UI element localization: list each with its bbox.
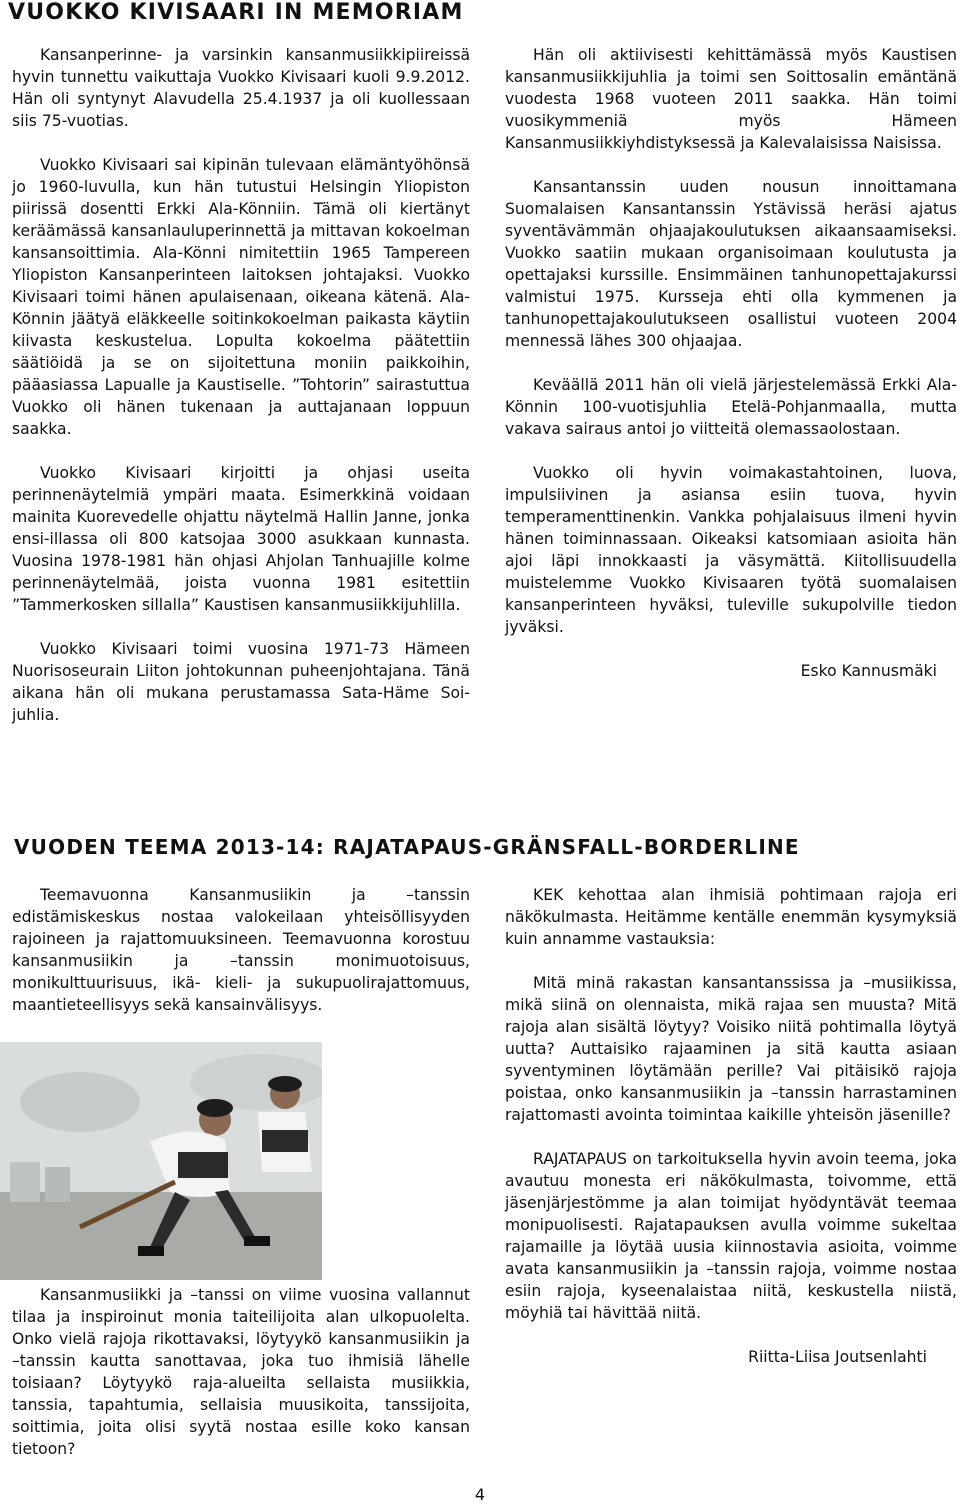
memoriam-paragraph: Vuokko Kivisaari sai kipinän tulevaan elämäntyöhönsä jo 1960-luvulla, kun hän tutustui Helsingin Yliopiston piirissä dosentti Erkki Ala-Könniin. Tämä oli kiertänyt keräämässä kansanlauluperinnettä ja mittavan kokoelman kansansoittimia. Ala-Könni nimitettiin 1965 Tampereen Yliopiston Kansanperinteen laitoksen johtajaksi. Vuokko Kivisaari toimi hänen apulaisenaan, oikeana kätenä. Ala-Könnin jäätyä eläkkeelle soitinkokoelman paikasta käytiin kiivasta keskustelua. Lopulta kokoelma päätettiin säätiöidä ja se on sijoitettuna moniin paikkoihin, pääasiassa Lapualle ja Kaustiselle. ”Tohtorin” sairastuttua Vuokko oli hänen tukenaan ja auttajanaan loppuun saakka. (12, 156, 470, 438)
memoriam-paragraph: Kansantanssin uuden nousun innoittamana Suomalaisen Kansantanssin Ystävissä heräsi ajatus syventävämmän ohjaajakoulutuksen aikaansaamiseksi. Vuokko saatiin mukaan organisoimaan koulutusta ja opettajaksi kurssille. Ensimmäinen tanhunopettajakurssi valmistui 1975. Kursseja ehti olla kymmenen ja tanhunopettajakoulutukseen osallistui vuoteen 2004 mennessä lähes 300 ohjaajaa. (505, 178, 957, 350)
memoriam-right-column (505, 44, 957, 704)
memoriam-title: VUOKKO KIVISAARI IN MEMORIAM (8, 0, 464, 25)
theme-paragraph: Mitä minä rakastan kansantanssissa ja –musiikissa, mikä siinä on olennaista, mikä rajaa sen muusta? Mitä rajoja alan sisältä löytyy? Voisiko niitä pohtimalla löytyä uutta? Auttaisiko rajaaminen ja sitä kautta asiaan syventyminen löytämään perille? Vai pitäisikö rajoja poistaa, onko kansanmusiikin ja –tanssin harrastaminen rajattomasti avointa toimintaa kaikille yhteisön jäsenille? (505, 974, 957, 1124)
memoriam-paragraph: Keväällä 2011 hän oli vielä järjestelemässä Erkki Ala-Könnin 100-vuotisjuhlia Etelä-Pohjanmaalla, mutta vakava sairaus antoi jo viitteitä olemassaolostaan. (505, 376, 957, 438)
page-number: 4 (474, 1485, 486, 1504)
theme-paragraph: Teemavuonna Kansanmusiikin ja –tanssin edistämiskeskus nostaa valokeilaan yhteisöllisyyden rajoineen ja rajattomuuksineen. Teemavuonna korostuu kansanmusiikin ja –tanssin monimuotoisuus, monikulttuurisuus, ikä- kieli- ja sukupuolirajattomuus, maantieteellisyys sekä kansainvälisyys. (12, 886, 470, 1014)
memoriam-paragraph: Vuokko oli hyvin voimakastahtoinen, luova, impulsiivinen ja asiansa esiin tuova, hyvin temperamenttinenkin. Vankka pohjalaisuus ilmeni hyvin hänen toiminnassaan. Oikeaksi katsomiaan asioita hän ajoi läpi innokkaasti ja väsymättä. Kiitollisuudella muistelemme Vuokko Kivisaaren työtä suomalaisen kansanperinteen hyväksi, tuleville sukupolville tiedon jyväksi. (505, 464, 957, 636)
theme-signature: Riitta-Liisa Joutsenlahti (748, 1348, 927, 1366)
memoriam-paragraph: Kansanperinne- ja varsinkin kansanmusiikkipiireissä hyvin tunnettu vaikuttaja Vuokko Kivisaari kuoli 9.9.2012. Hän oli syntynyt Alavudella 25.4.1937 ja oli kuollessaan siis 75-vuotias. (12, 46, 470, 130)
folk-dancers-photo (0, 1042, 322, 1280)
theme-left-column (12, 884, 470, 1482)
theme-paragraph: Kansanmusiikki ja –tanssi on viime vuosina vallannut tilaa ja inspiroinut monia taiteilijoita alan ulkopuolelta. Onko vielä rajoja rikottavaksi, löytyykö kansanmusiikin ja –tanssin kautta sanottavaa, joka tuo ihmisiä lähelle toisiaan? Löytyykö raja-alueilta sellaista musiikkia, tanssia, tapahtumia, sellaisia muusikoita, tanssijoita, soittimia, joita olisi syytä nostaa esille koko kansan tietoon? (12, 1286, 470, 1458)
folk-dancers-illustration (0, 1042, 322, 1280)
memoriam-signature: Esko Kannusmäki (800, 662, 937, 680)
theme-title: VUODEN TEEMA 2013-14: RAJATAPAUS-GRÄNSFALL-BORDERLINE (14, 835, 800, 859)
theme-right-column (505, 884, 957, 1390)
memoriam-paragraph: Vuokko Kivisaari toimi vuosina 1971-73 Hämeen Nuorisoseurain Liiton johtokunnan puheenjohtajana. Tänä aikana hän oli mukana perustamassa Sata-Häme Soi- juhlia. (12, 640, 470, 724)
theme-paragraph: RAJATAPAUS on tarkoituksella hyvin avoin teema, joka avautuu monesta eri näkökulmasta, toivomme, että jäsenjärjestömme ja alan toimijat hyödyntävät teemaa monipuolisesti. Rajatapauksen avulla voimme sukeltaa rajamaille ja löytää uusia kiinnostavia asioita, voimme avata kansanmusiikin ja –tanssin rajoja, voimme nostaa esiin rajoja, kyseenalaistaa niitä, keskustella niistä, möyhiä tai hävittää niitä. (505, 1150, 957, 1322)
memoriam-left-column (12, 44, 470, 748)
theme-paragraph: KEK kehottaa alan ihmisiä pohtimaan rajoja eri näkökulmasta. Heitämme kentälle enemmän kysymyksiä kuin annamme vastauksia: (505, 886, 957, 948)
memoriam-paragraph: Hän oli aktiivisesti kehittämässä myös Kaustisen kansanmusiikkijuhlia ja toimi sen Soittosalin emäntänä vuodesta 1968 vuoteen 2011 saakka. Hän toimi vuosikymmeniä myös Hämeen Kansanmusiikkiyhdistyksessä ja Kalevalaisissa Naisissa. (505, 46, 957, 152)
memoriam-paragraph: Vuokko Kivisaari kirjoitti ja ohjasi useita perinnenäytelmiä ympäri maata. Esimerkkinä voidaan mainita Kuorevedelle ohjattu näytelmä Hallin Janne, jonka ensi-illassa oli 800 katsojaa 3000 asukkaan kunnasta. Vuosina 1978-1981 hän ohjasi Ahjolan Tanhuajille kolme perinnenäytelmää, joista vuonna 1981 esitettiin ”Tammerkosken sillalla” Kaustisen kansanmusiikkijuhlilla. (12, 464, 470, 614)
